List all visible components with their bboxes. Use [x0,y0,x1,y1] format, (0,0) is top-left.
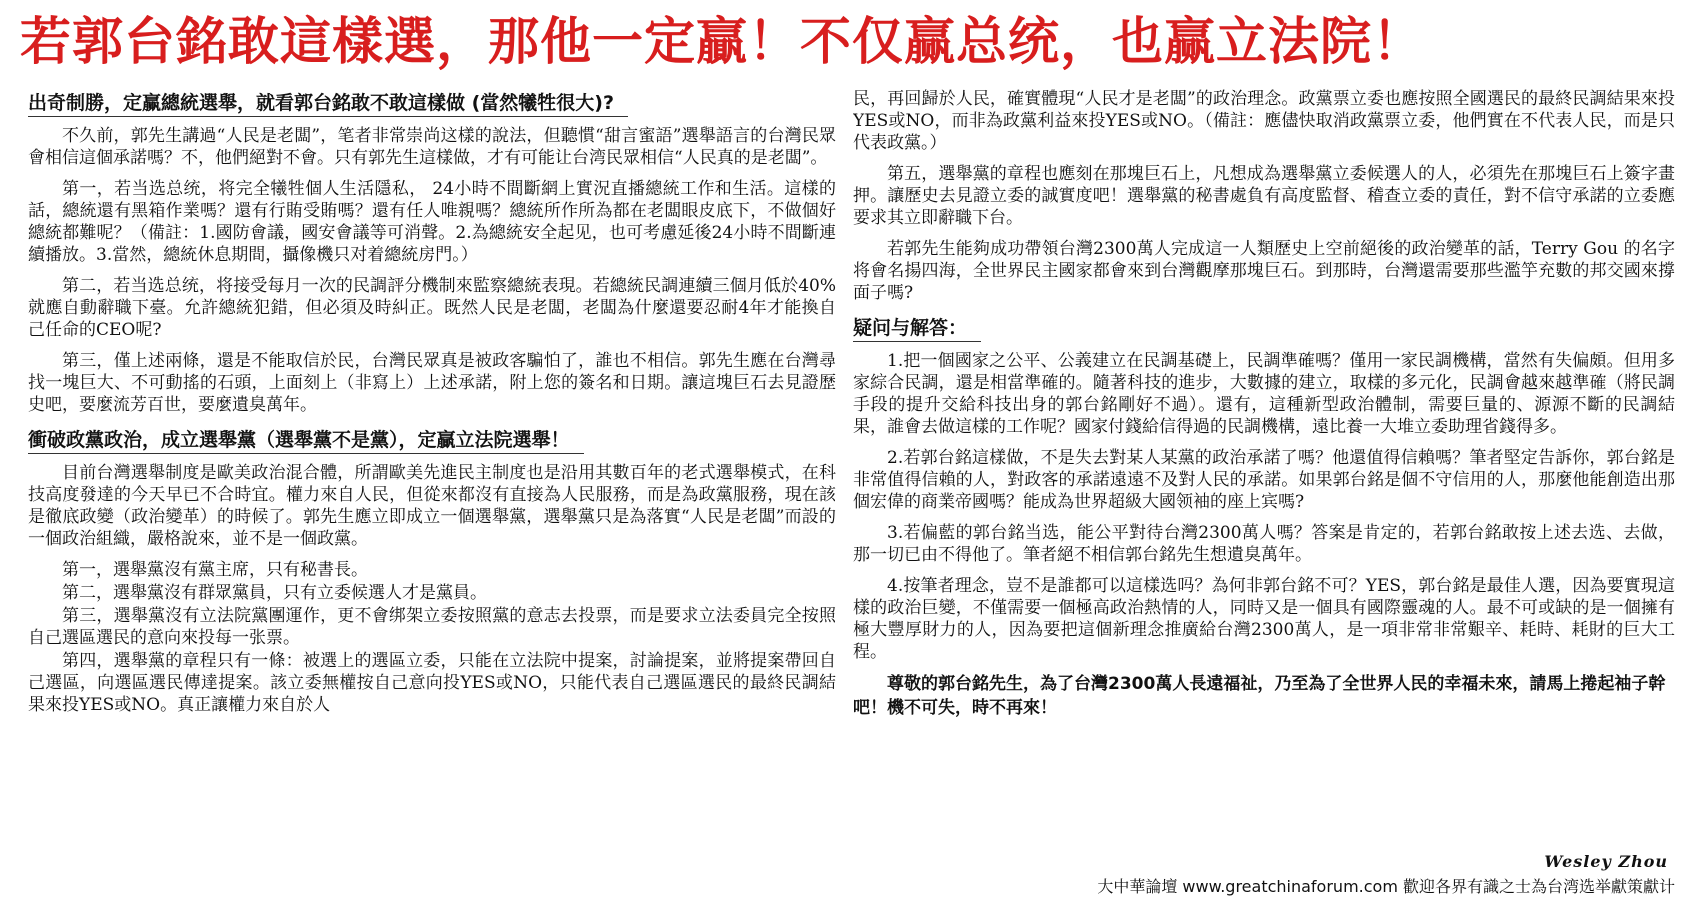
headline: 若郭台銘敢這樣選，那他一定贏！不仅赢总统，也赢立法院！ [20,13,1425,72]
paragraph-intro: 不久前，郭先生講過“人民是老闆”，笔者非常崇尚这樣的說法，但聽慣“甜言蜜語”選舉語言的台灣民眾會相信這個承諾嗎？不，他們絕對不會。只有郭先生這樣做，才有可能让台湾民眾相信“人民真的是老闆”。 [28,126,836,168]
paragraph-election-party: 目前台灣選舉制度是歐美政治混合體，所謂歐美先進民主制度也是沿用其數百年的老式選舉模式，在科技高度發達的今天早已不合時宜。權力來自人民，但從來都沒有直接為人民服務，而是為政黨服務，現在該是徹底政變（政治變革）的時候了。郭先生應立即成立一個選舉黨，選舉黨只是為落實“人民是老闆”而設的一個政治組織，嚴格說來，並不是一個政黨。 [28,463,836,549]
paragraph-second-point: 第二，若当选总统，将接受每月一次的民調評分機制來監察總統表現。若總統民調連續三個月低於40% 就應自動辭職下臺。允許總統犯錯，但必須及時糾正。既然人民是老闆，老闆為什麼還要忍耐4年才能換自己任命的CEO呢? [28,276,836,340]
paragraph-rule-2: 第二，選舉黨沒有群眾黨員，只有立委候選人才是黨員。 [62,583,487,603]
paragraph-qa-4: 4.按筆者理念，豈不是誰都可以這樣选吗？為何非郭台銘不可？YES，郭台銘是最佳人選，因為要實現這樣的政治巨變，不僅需要一個極高政治熱情的人，同時又是一個具有國際靈魂的人。最不可或缺的是一個擁有極大豐厚財力的人，因為要把這個新理念推廣給台灣2300萬人，是一項非常非常艱辛、耗時、耗財的巨大工程。 [853,576,1675,662]
paragraph-qa-2: 2.若郭台銘這樣做，不是失去對某人某黨的政治承諾了嗎？他還值得信賴嗎？筆者堅定告訴你，郭台銘是非常值得信賴的人，對政客的承諾遠遠不及對人民的承諾。如果郭台銘是個不守信用的人，那麼他能創造出那個宏偉的商業帝國嗎？能成為世界超級大國领袖的座上宾嗎? [853,448,1675,512]
footer-credit: 大中華論壇 www.greatchinaforum.com 歡迎各界有識之士為台湾选举獻策獻计 [1097,877,1675,896]
paragraph-rule-4: 第四，選舉黨的章程只有一條：被選上的選區立委，只能在立法院中提案，討論提案，並將提案帶回自己選區，向選區選民傳達提案。該立委無權按自己意向投YES或NO，只能代表自己選區選民的最終民調結果來投YES或NO。真正讓權力來自於人 [28,651,836,715]
paragraph-rule-3: 第三，選舉黨沒有立法院黨團運作，更不會绑架立委按照黨的意志去投票，而是要求立法委員完全按照自己選區選民的意向來投每一张票。 [28,606,836,648]
paragraph-conclusion: 若郭先生能夠成功帶領台灣2300萬人完成這一人類歷史上空前絕後的政治變革的話，Terry Gou 的名字将會名揚四海，全世界民主國家都會來到台灣觀摩那塊巨石。到那時，台灣還需要那些濫竽充數的邦交國來撐面子嗎? [853,239,1675,303]
paragraph-qa-3: 3.若偏藍的郭台銘当选，能公平對待台灣2300萬人嗎？答案是肯定的，若郭台銘敢按上述去选、去做，那一切已由不得他了。筆者絕不相信郭台銘先生想遺臭萬年。 [853,523,1675,565]
closing-appeal: 尊敬的郭台銘先生，為了台灣2300萬人長遠福祉，乃至為了全世界人民的幸福未來，請馬上捲起袖子幹吧！機不可失，時不再來！ [853,674,1666,718]
right-column [853,88,1675,868]
left-column [28,88,836,868]
author-signature: Wesley Zhou [1544,852,1668,871]
paragraph-rule-5: 第五，選舉黨的章程也應刻在那塊巨石上，凡想成為選舉黨立委候選人的人，必須先在那塊巨石上簽字畫押。讓歷史去見證立委的誠實度吧！選舉黨的秘書處負有高度監督、稽查立委的責任，對不信守承諾的立委應要求其立即辭職下台。 [853,164,1675,228]
section-title-qa: 疑问与解答： [853,315,981,342]
section-title-2: 衝破政黨政治，成立選舉黨（選舉黨不是黨），定贏立法院選舉！ [28,427,584,454]
paragraph-qa-1: 1.把一個國家之公平、公義建立在民調基礎上，民調準確嗎？僅用一家民調機構，當然有失偏頗。但用多家綜合民調，還是相當準確的。隨著科技的進步，大數據的建立，取樣的多元化，民調會越來越準確（將民調手段的提升交給科技出身的郭台銘剛好不過）。還有，這種新型政治體制，需要巨量的、源源不斷的民調結果，誰會去做這樣的工作呢？國家付錢給信得過的民調機構，遠比養一大堆立委助理省錢得多。 [853,351,1675,437]
paragraph-continued: 民，再回歸於人民，確實體現“人民才是老闆”的政治理念。政黨票立委也應按照全國選民的最終民調結果來投YES或NO，而非為政黨利益來投YES或NO。（備註：應儘快取消政黨票立委，他們實在不代表人民，而是只代表政黨。） [853,89,1675,153]
section-title-1: 出奇制勝，定赢總統選舉，就看郭台銘敢不敢這樣做 (當然犧牲很大)? [28,90,628,117]
paragraph-first-point: 第一，若当选总统，将完全犧牲個人生活隱私， 24小時不間斷網上實況直播總統工作和生活。這樣的話，總統還有黑箱作業嗎？還有行賄受賄嗎？還有任人唯親嗎？總統所作所為都在老闆眼皮底下，不做個好總統都難呢？（備註：1.國防會議，國安會議等可消聲。2.為總統安全起见，也可考慮延後24小時不間斷連續播放。3.當然，總統休息期間，攝像機只对着總統房門。） [28,179,836,265]
paragraph-third-point: 第三，僅上述兩條，還是不能取信於民，台灣民眾真是被政客騙怕了，誰也不相信。郭先生應在台灣尋找一塊巨大、不可動搖的石頭，上面刻上（非寫上）上述承諾，附上您的簽名和日期。讓這塊巨石去見證歷史吧，要麼流芳百世，要麼遺臭萬年。 [28,351,836,415]
paragraph-rule-1: 第一，選舉黨沒有黨主席，只有秘書長。 [62,560,368,580]
